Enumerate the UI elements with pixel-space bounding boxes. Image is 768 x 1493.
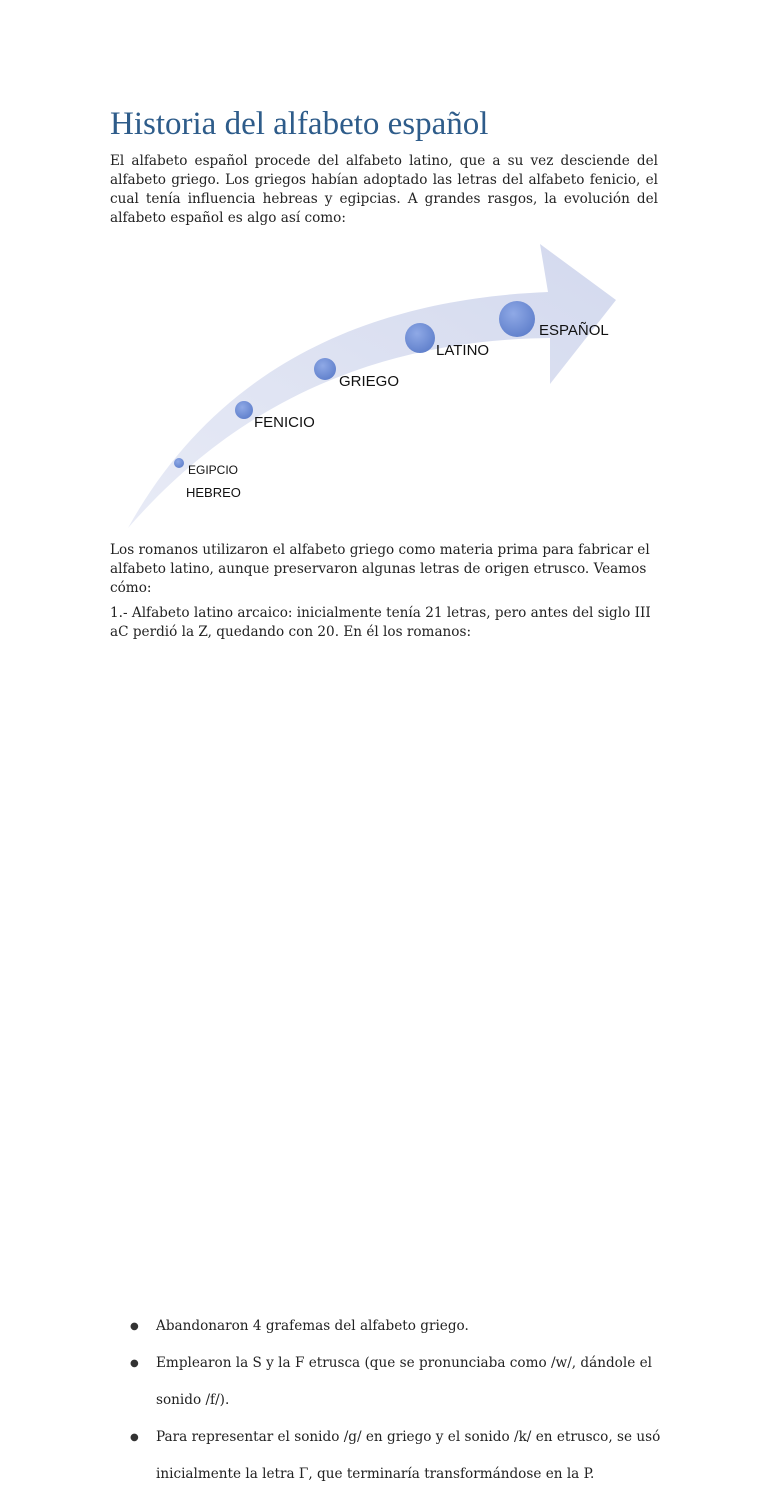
list-item: ● Abandonaron 4 grafemas del alfabeto griego. bbox=[130, 1308, 670, 1345]
stage-label-hebreo: HEBREO bbox=[186, 485, 241, 500]
bullet-dot-icon: ● bbox=[130, 1358, 139, 1369]
stage-label-latino: LATINO bbox=[436, 342, 490, 359]
bullet-dot-icon: ● bbox=[130, 1321, 139, 1332]
bullet-dot-icon: ● bbox=[130, 1432, 139, 1443]
intro-paragraph: El alfabeto español procede del alfabeto latino, que a su vez desciende del alfabeto griego. Los griegos habían adoptado las letras del alfabeto fenicio, el cual tenía influencia hebreas y egipcias. A grandes rasgos, la evolución del alfabeto español es algo así como: bbox=[110, 153, 658, 226]
romanos-paragraph: Los romanos utilizaron el alfabeto griego como materia prima para fabricar el alfabeto latino, aunque preservaron algunas letras de origen etrusco. Veamos cómo: bbox=[110, 542, 650, 596]
list-item: ● Para representar el sonido /g/ en griego y el sonido /k/ en etrusco, se usó inicialmente la letra Γ, que terminaría transformándose en la P. bbox=[130, 1419, 670, 1493]
stage-label-griego: GRIEGO bbox=[339, 373, 400, 390]
stage-dot-espanol bbox=[499, 301, 535, 337]
stage-label-egipcio: EGIPCIO bbox=[188, 463, 239, 477]
stage-dot-fenicio bbox=[235, 401, 253, 419]
stage-dot-egipcio bbox=[174, 458, 184, 468]
stage-label-fenicio: FENICIO bbox=[254, 414, 315, 431]
stage-label-espanol: ESPAÑOL bbox=[539, 322, 609, 339]
latino-arcaico-paragraph: 1.- Alfabeto latino arcaico: inicialmente tenía 21 letras, pero antes del siglo III aC perdió la Z, quedando con 20. En él los romanos: bbox=[110, 605, 651, 640]
list-item: ● Emplearon la S y la F etrusca (que se pronunciaba como /w/, dándole el sonido /f/). bbox=[130, 1345, 670, 1419]
stage-dot-latino bbox=[405, 323, 435, 353]
page-title: Historia del alfabeto español bbox=[110, 106, 489, 142]
stage-dot-griego bbox=[314, 358, 336, 380]
alphabet-evolution-diagram bbox=[0, 235, 768, 535]
